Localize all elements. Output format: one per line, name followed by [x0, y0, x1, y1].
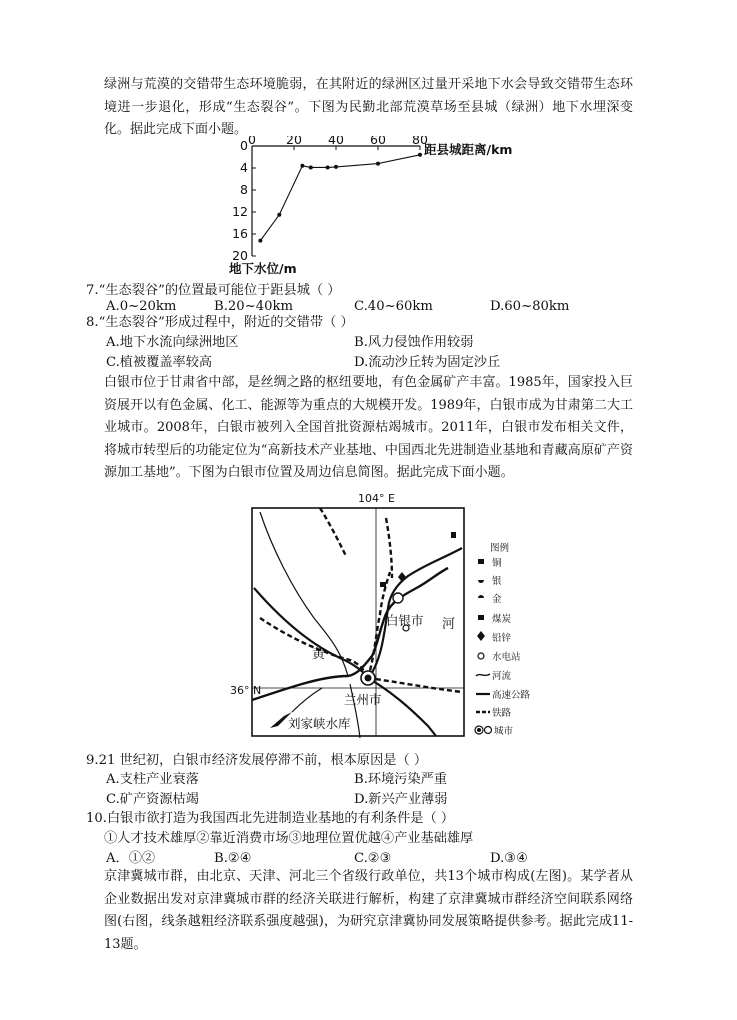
- q9-option-a[interactable]: A.支柱产业衰落: [106, 772, 199, 787]
- passage-1: 绿洲与荒漠的交错带生态环境脆弱，在其附近的绿洲区过量开采地下水会导致交错带生态环境进一步退化，形成“生态裂谷”。下图为民勤北部荒漠草场至县城（绿洲）地下水埋深变化。据此完成下面小题。: [104, 77, 633, 137]
- data-point: [309, 165, 313, 169]
- q7-option-c[interactable]: C.40~60km: [354, 299, 433, 314]
- copper-icon: [380, 582, 386, 587]
- yellow-river: [252, 568, 448, 700]
- data-point: [334, 165, 338, 169]
- label-lanzhou: 兰州市: [344, 692, 382, 707]
- chart-axes: [252, 146, 420, 256]
- chart-x-label: 距县城距离/km: [424, 142, 513, 157]
- q10-stem: 10.白银市欲打造为我国西北先进制造业基地的有利条件是（ ）: [86, 811, 455, 826]
- q10-option-b[interactable]: B.②④: [214, 851, 252, 866]
- railway-3: [386, 518, 392, 578]
- lead-zinc-icon: [398, 572, 406, 582]
- chart-ticks: [232, 136, 428, 263]
- q7-option-b[interactable]: B.20~40km: [214, 299, 293, 314]
- y-tick-label: 4: [240, 160, 248, 175]
- q10-option-d[interactable]: D.③④: [490, 851, 528, 866]
- x-tick-label: 0: [248, 136, 256, 147]
- x-tick-label: 40: [328, 136, 344, 147]
- coal-icon: [451, 532, 456, 538]
- data-point: [277, 213, 281, 217]
- q8-option-b[interactable]: B.风力侵蚀作用较弱: [354, 335, 474, 350]
- data-point: [326, 165, 330, 169]
- q9-option-b[interactable]: B.环境污染严重: [354, 772, 448, 787]
- map-legend: [475, 542, 530, 737]
- railway-4: [320, 508, 346, 556]
- passage-2: 白银市位于甘肃省中部，是丝绸之路的枢纽要地，有色金属矿产丰富。1985年，国家投入巨资展开以有色金属、化工、能源等为重点的大规模开发。1989年，白银市成为甘肃第二大工业城市。2008年，白银市被列入全国首批资源枯竭城市。2011年，白银市发布相关文件，将城市转型后的功能定位为“高新技术产业基地、中国西北先进制造业基地和青藏高原矿产资源加工基地”。下图为白银市位置及周边信息简图。据此完成下面小题。: [104, 375, 633, 480]
- y-tick-label: 16: [232, 226, 248, 241]
- svg-text:铅锌: 铅锌: [492, 633, 512, 644]
- data-point: [418, 153, 422, 157]
- q8-option-d[interactable]: D.流动沙丘转为固定沙丘: [354, 355, 501, 370]
- label-baiyin: 白银市: [386, 613, 424, 628]
- q8-stem: 8.“生态裂谷”形成过程中，附近的交错带（ ）: [86, 315, 354, 330]
- q9-option-c[interactable]: C.矿产资源枯竭: [106, 792, 199, 807]
- data-point: [258, 239, 262, 243]
- passage-3: 京津冀城市群，由北京、天津、河北三个省级行政单位，共13个城市构成(左图)。某学者从企业数据出发对京津冀城市群的经济关联进行解析，构建了京津冀城市群经济空间联系网络图(右图，线条越粗经济联系强度越强)，为研究京津冀协同发展策略提供参考。据此完成11-13题。: [104, 869, 633, 952]
- svg-text:铁路: 铁路: [492, 708, 512, 719]
- expressway-1: [254, 588, 368, 678]
- svg-text:高速公路: 高速公路: [492, 690, 530, 701]
- latitude-label: 36° N: [230, 684, 262, 697]
- river-branch: [292, 688, 322, 712]
- svg-text:银: 银: [492, 576, 502, 587]
- q8-option-a[interactable]: A.地下水流向绿洲地区: [106, 335, 239, 350]
- data-point: [300, 164, 304, 168]
- svg-text:煤炭: 煤炭: [492, 614, 512, 625]
- label-huang: 黄: [312, 647, 326, 662]
- longitude-label: 104° E: [358, 492, 395, 505]
- river-tributary-north: [260, 512, 348, 676]
- q10-option-c[interactable]: C.②③: [354, 851, 392, 866]
- baiyin-map: [230, 488, 530, 748]
- baiyin-city-icon: [393, 593, 403, 603]
- q9-option-d[interactable]: D.新兴产业薄弱: [354, 792, 448, 807]
- svg-text:城市: 城市: [494, 726, 514, 737]
- q9-stem: 9.21 世纪初，白银市经济发展停滞不前，根本原因是（ ）: [86, 753, 428, 768]
- x-tick-label: 60: [370, 136, 386, 147]
- legend-title: 图例: [490, 543, 510, 554]
- q7-stem: 7.“生态裂谷”的位置最可能位于距县城（ ）: [86, 283, 341, 298]
- svg-text:金: 金: [492, 594, 502, 605]
- x-tick-label: 80: [412, 136, 428, 147]
- q10-option-a[interactable]: A．①②: [106, 851, 156, 866]
- svg-text:水电站: 水电站: [492, 652, 521, 663]
- data-point: [376, 162, 380, 166]
- q10-conditions: ①人才技术雄厚②靠近消费市场③地理位置优越④产业基础雄厚: [104, 831, 474, 846]
- q7-option-a[interactable]: A.0~20km: [106, 299, 177, 314]
- groundwater-line: [260, 155, 420, 241]
- railway-5: [368, 678, 462, 692]
- q7-option-d[interactable]: D.60~80km: [490, 299, 570, 314]
- x-tick-label: 20: [286, 136, 302, 147]
- label-reservoir: 刘家峡水库: [288, 716, 351, 731]
- y-tick-label: 0: [240, 138, 248, 153]
- chart-marks: [258, 153, 422, 243]
- y-tick-label: 20: [232, 248, 248, 263]
- svg-text:河流: 河流: [492, 671, 512, 682]
- svg-text:铜: 铜: [492, 558, 502, 569]
- label-he: 河: [442, 617, 456, 632]
- q8-option-c[interactable]: C.植被覆盖率较高: [106, 355, 213, 370]
- groundwater-chart: [226, 136, 556, 276]
- y-tick-label: 8: [240, 182, 248, 197]
- chart-y-label: 地下水位/m: [229, 261, 297, 276]
- y-tick-label: 12: [232, 204, 248, 219]
